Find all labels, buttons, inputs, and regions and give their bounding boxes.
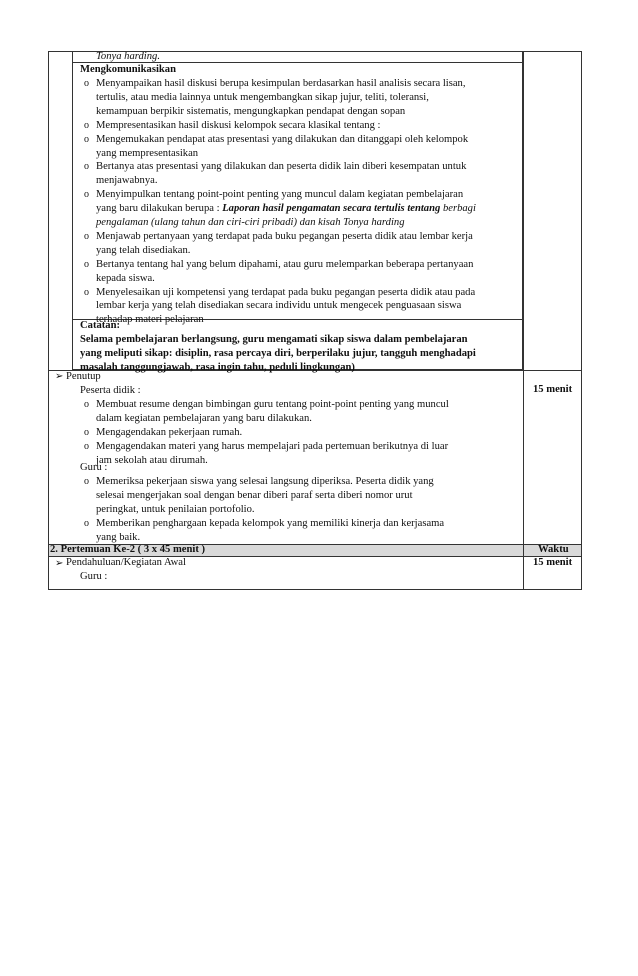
- list-item-8-line-2: lembar kerja yang telah disediakan secara individu untuk mengecek penguasaan siswa: [96, 300, 462, 312]
- guru-item-1-line-1: Memeriksa pekerjaan siswa yang selesai langsung diperiksa. Peserta didik yang: [96, 476, 434, 487]
- pendahuluan-time: 15 menit: [533, 557, 573, 568]
- list-item-8-line-1: Menyelesaikan uji kompetensi yang terdapat pada buku pegangan peserta didik atau pada: [96, 286, 476, 298]
- bullet-icon: o: [84, 161, 89, 173]
- bullet-icon: o: [84, 517, 89, 529]
- line-tonya-harding: Tonya harding.: [96, 51, 160, 62]
- summary-prefix: yang baru dilakukan berupa :: [96, 203, 223, 215]
- penutup-arrow-icon: ➢: [55, 371, 64, 382]
- bullet-icon: o: [84, 230, 89, 242]
- peserta-didik-label: Peserta didik :: [80, 385, 141, 396]
- guru-item-2-line-2: yang baik.: [96, 531, 141, 543]
- penutup-title: Penutup: [66, 371, 101, 382]
- pertemuan-2-guru-label: Guru :: [80, 571, 108, 582]
- pertemuan-2-title: 2. Pertemuan Ke-2 ( 3 x 45 menit ): [50, 544, 206, 555]
- list-item-8-line-3: terhadap materi pelajaran: [96, 314, 204, 326]
- waktu-header: Waktu: [538, 544, 569, 555]
- list-item-7-line-1: Bertanya tentang hal yang belum dipahami, atau guru melemparkan beberapa pertanyaan: [96, 258, 474, 270]
- bullet-icon: o: [84, 258, 89, 270]
- guru-label: Guru :: [80, 462, 108, 473]
- bullet-icon: o: [84, 189, 89, 201]
- bullet-icon: o: [84, 133, 89, 145]
- list-item-1-line-1: Menyampaikan hasil diskusi berupa kesimpulan berdasarkan hasil analisis secara lisan,: [96, 78, 466, 89]
- list-item-4-line-1: Bertanya atas presentasi yang dilakukan dan peserta didik lain diberi kesempatan untuk: [96, 161, 467, 173]
- list-item-5-summary-line: [96, 202, 476, 216]
- list-item-4-line-2: menjawabnya.: [96, 175, 158, 187]
- bullet-icon: o: [84, 476, 89, 487]
- bullet-icon: o: [84, 286, 89, 298]
- guru-item-1-line-2: selesai mengerjakan soal dengan benar diberi paraf serta diberi nomor urut: [96, 489, 413, 501]
- list-item-5-line-1: Menyimpulkan tentang point-point penting yang muncul dalam kegiatan pembelajaran: [96, 189, 464, 201]
- list-item-5-summary-line-2: pengalaman (ulang tahun dan ciri-ciri pribadi) dan kisah Tonya harding: [96, 217, 405, 228]
- bullet-icon: o: [84, 119, 89, 131]
- guru-item-2-line-1: Memberikan penghargaan kepada kelompok yang memiliki kinerja dan kerjasama: [96, 517, 445, 529]
- list-item-7-line-2: kepada siswa.: [96, 272, 155, 284]
- bullet-icon: o: [84, 440, 89, 452]
- peserta-item-3-line-2: jam sekolah atau dirumah.: [96, 454, 208, 466]
- peserta-item-2-line-1: Mengagendakan pekerjaan rumah.: [96, 426, 243, 438]
- list-item-6-line-2: yang telah disediakan.: [96, 244, 191, 256]
- column-divider: [523, 51, 524, 590]
- catatan-line-3: masalah tanggungjawab, rasa ingin tahu, peduli lingkungan): [80, 362, 355, 373]
- list-item-1-line-3: kemampuan berpikir sistematis, mengungkapkan pendapat dengan sopan: [96, 105, 406, 117]
- pendahuluan-arrow-icon: ➢: [55, 558, 64, 569]
- summary-emphasis: Laporan hasil pengamatan secara tertulis tentang: [222, 203, 441, 215]
- catatan-label: Catatan:: [80, 320, 121, 331]
- list-item-3-line-1: Mengemukakan pendapat atas presentasi yang dilakukan dan ditanggapi oleh kelompok: [96, 133, 469, 145]
- list-item-3-line-2: yang mempresentasikan: [96, 147, 199, 159]
- heading-mengkomunikasikan: Mengkomunikasikan: [80, 64, 176, 75]
- catatan-line-2: yang meliputi sikap: disiplin, rasa percaya diri, berperilaku jujur, tangguh menghadapi: [80, 348, 476, 359]
- catatan-line-1: Selama pembelajaran berlangsung, guru mengamati sikap siswa dalam pembelajaran: [80, 334, 468, 345]
- list-item-6-line-1: Menjawab pertanyaan yang terdapat pada buku pegangan peserta didik atau lembar kerja: [96, 230, 473, 242]
- summary-suffix: berbagi: [440, 203, 476, 215]
- bullet-icon: o: [84, 426, 89, 438]
- list-item-1-line-2: tertulis, atau media lainnya untuk mengembangkan sikap jujur, teliti, toleransi,: [96, 91, 429, 103]
- peserta-item-1-line-1: Membuat resume dengan bimbingan guru tentang point-point penting yang muncul: [96, 399, 449, 410]
- bullet-icon: o: [84, 78, 89, 89]
- bullet-icon: o: [84, 399, 89, 410]
- pendahuluan-title: Pendahuluan/Kegiatan Awal: [66, 557, 186, 568]
- guru-item-1-line-3: peringkat, untuk penilaian portofolio.: [96, 503, 255, 515]
- penutup-time: 15 menit: [533, 384, 573, 395]
- peserta-item-1-line-2: dalam kegiatan pembelajaran yang baru dilakukan.: [96, 412, 312, 424]
- list-item-2-line-1: Mempresentasikan hasil diskusi kelompok secara klasikal tentang :: [96, 119, 381, 131]
- peserta-item-3-line-1: Mengagendakan materi yang harus mempelajari pada pertemuan berikutnya di luar: [96, 440, 449, 452]
